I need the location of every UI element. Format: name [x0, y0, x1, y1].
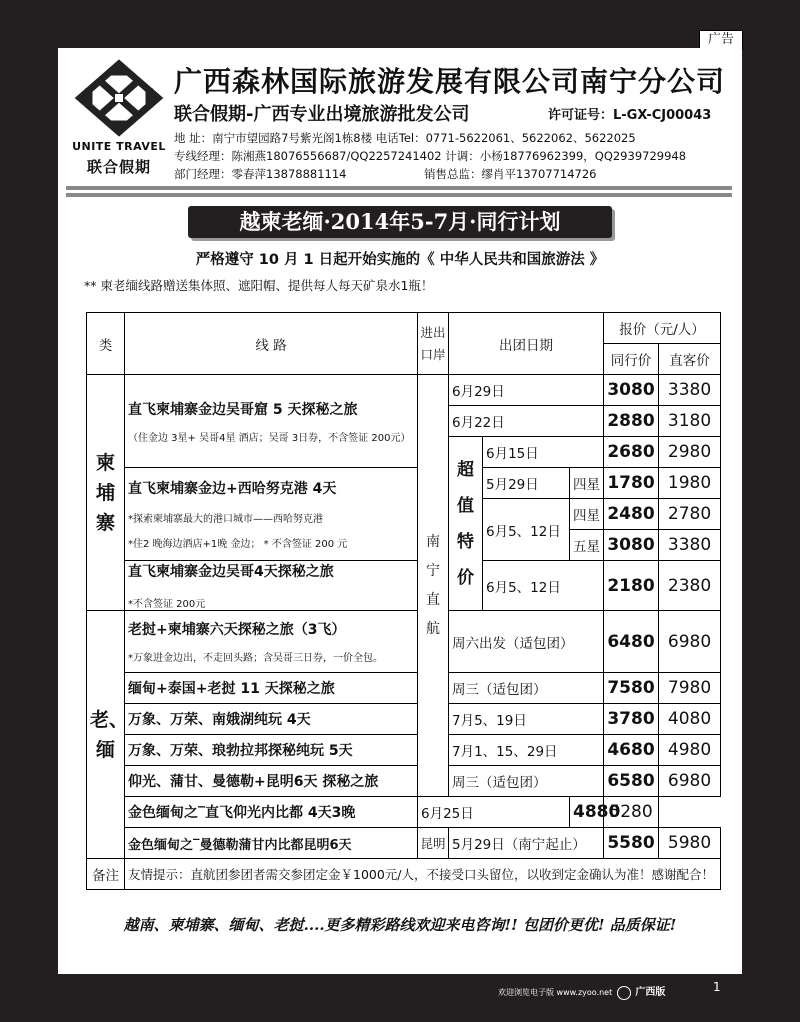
footer-brand: 广西版 — [635, 987, 666, 998]
date-cell: 周三（适包团） — [449, 673, 604, 704]
retail-price: 7980 — [659, 673, 721, 704]
logo-english: UNITE TRAVEL — [72, 140, 166, 153]
retail-price: 4080 — [659, 704, 721, 735]
retail-price: 4980 — [659, 735, 721, 766]
table-row — [87, 766, 721, 797]
retail-price: 5280 — [604, 797, 659, 828]
star-rating: 五星 — [570, 530, 604, 561]
date-cell: 5月29日（南宁起止） — [449, 828, 604, 859]
retail-price: 3180 — [659, 406, 721, 437]
header-price: 报价（元/人） — [604, 313, 721, 344]
remark-label: 备注 — [87, 859, 125, 890]
trade-price: 3080 — [604, 375, 659, 406]
law-notice: 严格遵守 10 月 1 日起开始实施的《 中华人民共和国旅游法 》 — [195, 252, 605, 268]
trade-price: 5580 — [604, 828, 659, 859]
trade-price: 2180 — [604, 561, 659, 611]
table-row — [87, 375, 721, 406]
trade-price: 7580 — [604, 673, 659, 704]
trade-price: 4880 — [570, 797, 604, 828]
company-subtitle: 联合假期-广西专业出境旅游批发公司 — [174, 104, 470, 125]
ad-tag: 广告 — [699, 30, 743, 50]
port-kunming: 昆明 — [418, 828, 449, 859]
retail-price: 3380 — [659, 530, 721, 561]
header-divider — [66, 186, 732, 200]
retail-price: 2980 — [659, 437, 721, 468]
star-rating: 四星 — [570, 499, 604, 530]
route-note: *住2 晚海边酒店+1晚 金边； * 不含签证 200 元 — [128, 539, 348, 550]
route-title: 万象、万荣、南娥湖纯玩 4天 — [125, 704, 418, 735]
header-retail-price: 直客价 — [659, 344, 721, 375]
date-cell: 6月15日 — [483, 437, 604, 468]
table-row — [87, 735, 721, 766]
retail-price: 2380 — [659, 561, 721, 611]
retail-price: 3380 — [659, 375, 721, 406]
table-row — [87, 611, 721, 673]
gift-notice: ** 柬老缅线路赠送集体照、遮阳帽、提供每人每天矿泉水1瓶！ — [84, 278, 434, 293]
trade-price: 6580 — [604, 766, 659, 797]
route-note: *不含签证 200元 — [128, 599, 206, 610]
date-cell: 7月5、19日 — [449, 704, 604, 735]
retail-price: 6980 — [659, 611, 721, 673]
trade-price: 1780 — [604, 468, 659, 499]
date-cell: 6月5、12日 — [483, 499, 570, 561]
route-title: 金色缅甸之‾直飞仰光内比都 4天3晚 — [125, 797, 418, 828]
company-name: 广西森林国际旅游发展有限公司南宁分公司 — [174, 65, 726, 98]
route-title: 缅甸+泰国+老挝 11 天探秘之旅 — [125, 673, 418, 704]
route-title: 直飞柬埔寨金边吴哥窟 5 天探秘之旅 — [128, 401, 358, 418]
route-note: （住金边 3星+ 吴哥4星 酒店；吴哥 3日券，不含签证 200元） — [128, 432, 411, 444]
port-nanning: 南宁直航 — [418, 375, 449, 797]
trade-price: 6480 — [604, 611, 659, 673]
trade-price: 4680 — [604, 735, 659, 766]
date-cell: 周三（适包团） — [449, 766, 604, 797]
date-cell: 周六出发（适包团） — [449, 611, 604, 673]
footer-site — [498, 983, 665, 1000]
date-cell: 6月22日 — [449, 406, 604, 437]
trade-price: 2680 — [604, 437, 659, 468]
route-title: 老挝+柬埔寨六天探秘之旅（3飞） — [128, 622, 346, 638]
route-cell — [125, 611, 418, 673]
footer-site-text: 欢迎浏览电子版 www.zyoo.net — [498, 988, 613, 997]
date-cell: 5月29日 — [483, 468, 570, 499]
header-date: 出团日期 — [449, 313, 604, 375]
table-row — [87, 673, 721, 704]
category-cambodia: 柬埔寨 — [87, 375, 125, 611]
page-number: 1 — [713, 980, 721, 994]
license-number: 许可证号：L-GX-CJ00043 — [548, 108, 712, 123]
trade-price: 3780 — [604, 704, 659, 735]
route-cell — [125, 468, 418, 561]
route-title: 直飞柬埔寨金边+西哈努克港 4天 — [128, 481, 337, 497]
logo-chinese: 联合假期 — [86, 158, 151, 176]
route-title: 仰光、蒲甘、曼德勒+昆明6天 探秘之旅 — [125, 766, 418, 797]
header-route: 线 路 — [125, 313, 418, 375]
special-price-label: 超值特价 — [449, 437, 483, 611]
route-cell — [125, 375, 418, 468]
price-table — [86, 312, 721, 890]
table-row — [87, 468, 721, 499]
retail-price: 1980 — [659, 468, 721, 499]
category-laos-myanmar: 老、缅 — [87, 611, 125, 859]
date-cell: 6月29日 — [449, 375, 604, 406]
company-address: 地 址：南宁市望园路7号紫光阁1栋8楼 电话Tel：0771-5622061、5622062、5622025 — [174, 131, 636, 145]
route-note: *探索柬埔寨最大的港口城市——西哈努克港 — [128, 514, 323, 525]
dept-manager: 部门经理：零春萍13878881114 — [174, 167, 347, 181]
flyer-page — [58, 48, 742, 974]
date-cell: 7月1、15、29日 — [449, 735, 604, 766]
sales-director: 销售总监：缪肖平13707714726 — [424, 167, 597, 181]
trade-price: 3080 — [604, 530, 659, 561]
header-category: 类 — [87, 313, 125, 375]
trade-price: 2480 — [604, 499, 659, 530]
table-row — [87, 704, 721, 735]
route-note: *万象进金边出，不走回头路；含吴哥三日券，一价全包。 — [128, 653, 383, 664]
route-title: 直飞柬埔寨金边吴哥4天探秘之旅 — [128, 564, 334, 580]
route-title: 万象、万荣、琅勃拉邦探秘纯玩 5天 — [125, 735, 418, 766]
retail-price: 6980 — [659, 766, 721, 797]
company-logo — [68, 58, 170, 182]
route-title: 金色缅甸之‾曼德勒蒲甘内比都昆明6天 — [125, 828, 418, 859]
plan-banner: 越柬老缅·2014年5-7月·同行计划 — [188, 206, 612, 238]
footer-slogan: 越南、柬埔寨、缅甸、老挝....更多精彩路线欢迎来电咨询!! 包团价更优! 品质保证! — [123, 916, 677, 934]
footer-brand-icon — [617, 986, 631, 1000]
header-trade-price: 同行价 — [604, 344, 659, 375]
chinese-knot-icon — [74, 58, 164, 138]
date-cell: 6月5、12日 — [483, 561, 604, 611]
table-row — [87, 797, 721, 828]
line-manager: 专线经理：陈湘燕18076556687/QQ2257241402 计调：小杨18776962399，QQ2939729948 — [174, 149, 687, 163]
remark-text: 友情提示：直航团参团者需交参团定金￥1000元/人，不接受口头留位，以收到定金确认为准！感谢配合！ — [125, 859, 721, 890]
date-cell: 6月25日 — [418, 797, 570, 828]
header-port: 进出口岸 — [418, 313, 449, 375]
retail-price: 2780 — [659, 499, 721, 530]
route-cell — [125, 561, 418, 611]
star-rating: 四星 — [570, 468, 604, 499]
table-row — [87, 828, 721, 859]
retail-price: 5980 — [659, 828, 721, 859]
remark-row — [87, 859, 721, 890]
trade-price: 2880 — [604, 406, 659, 437]
